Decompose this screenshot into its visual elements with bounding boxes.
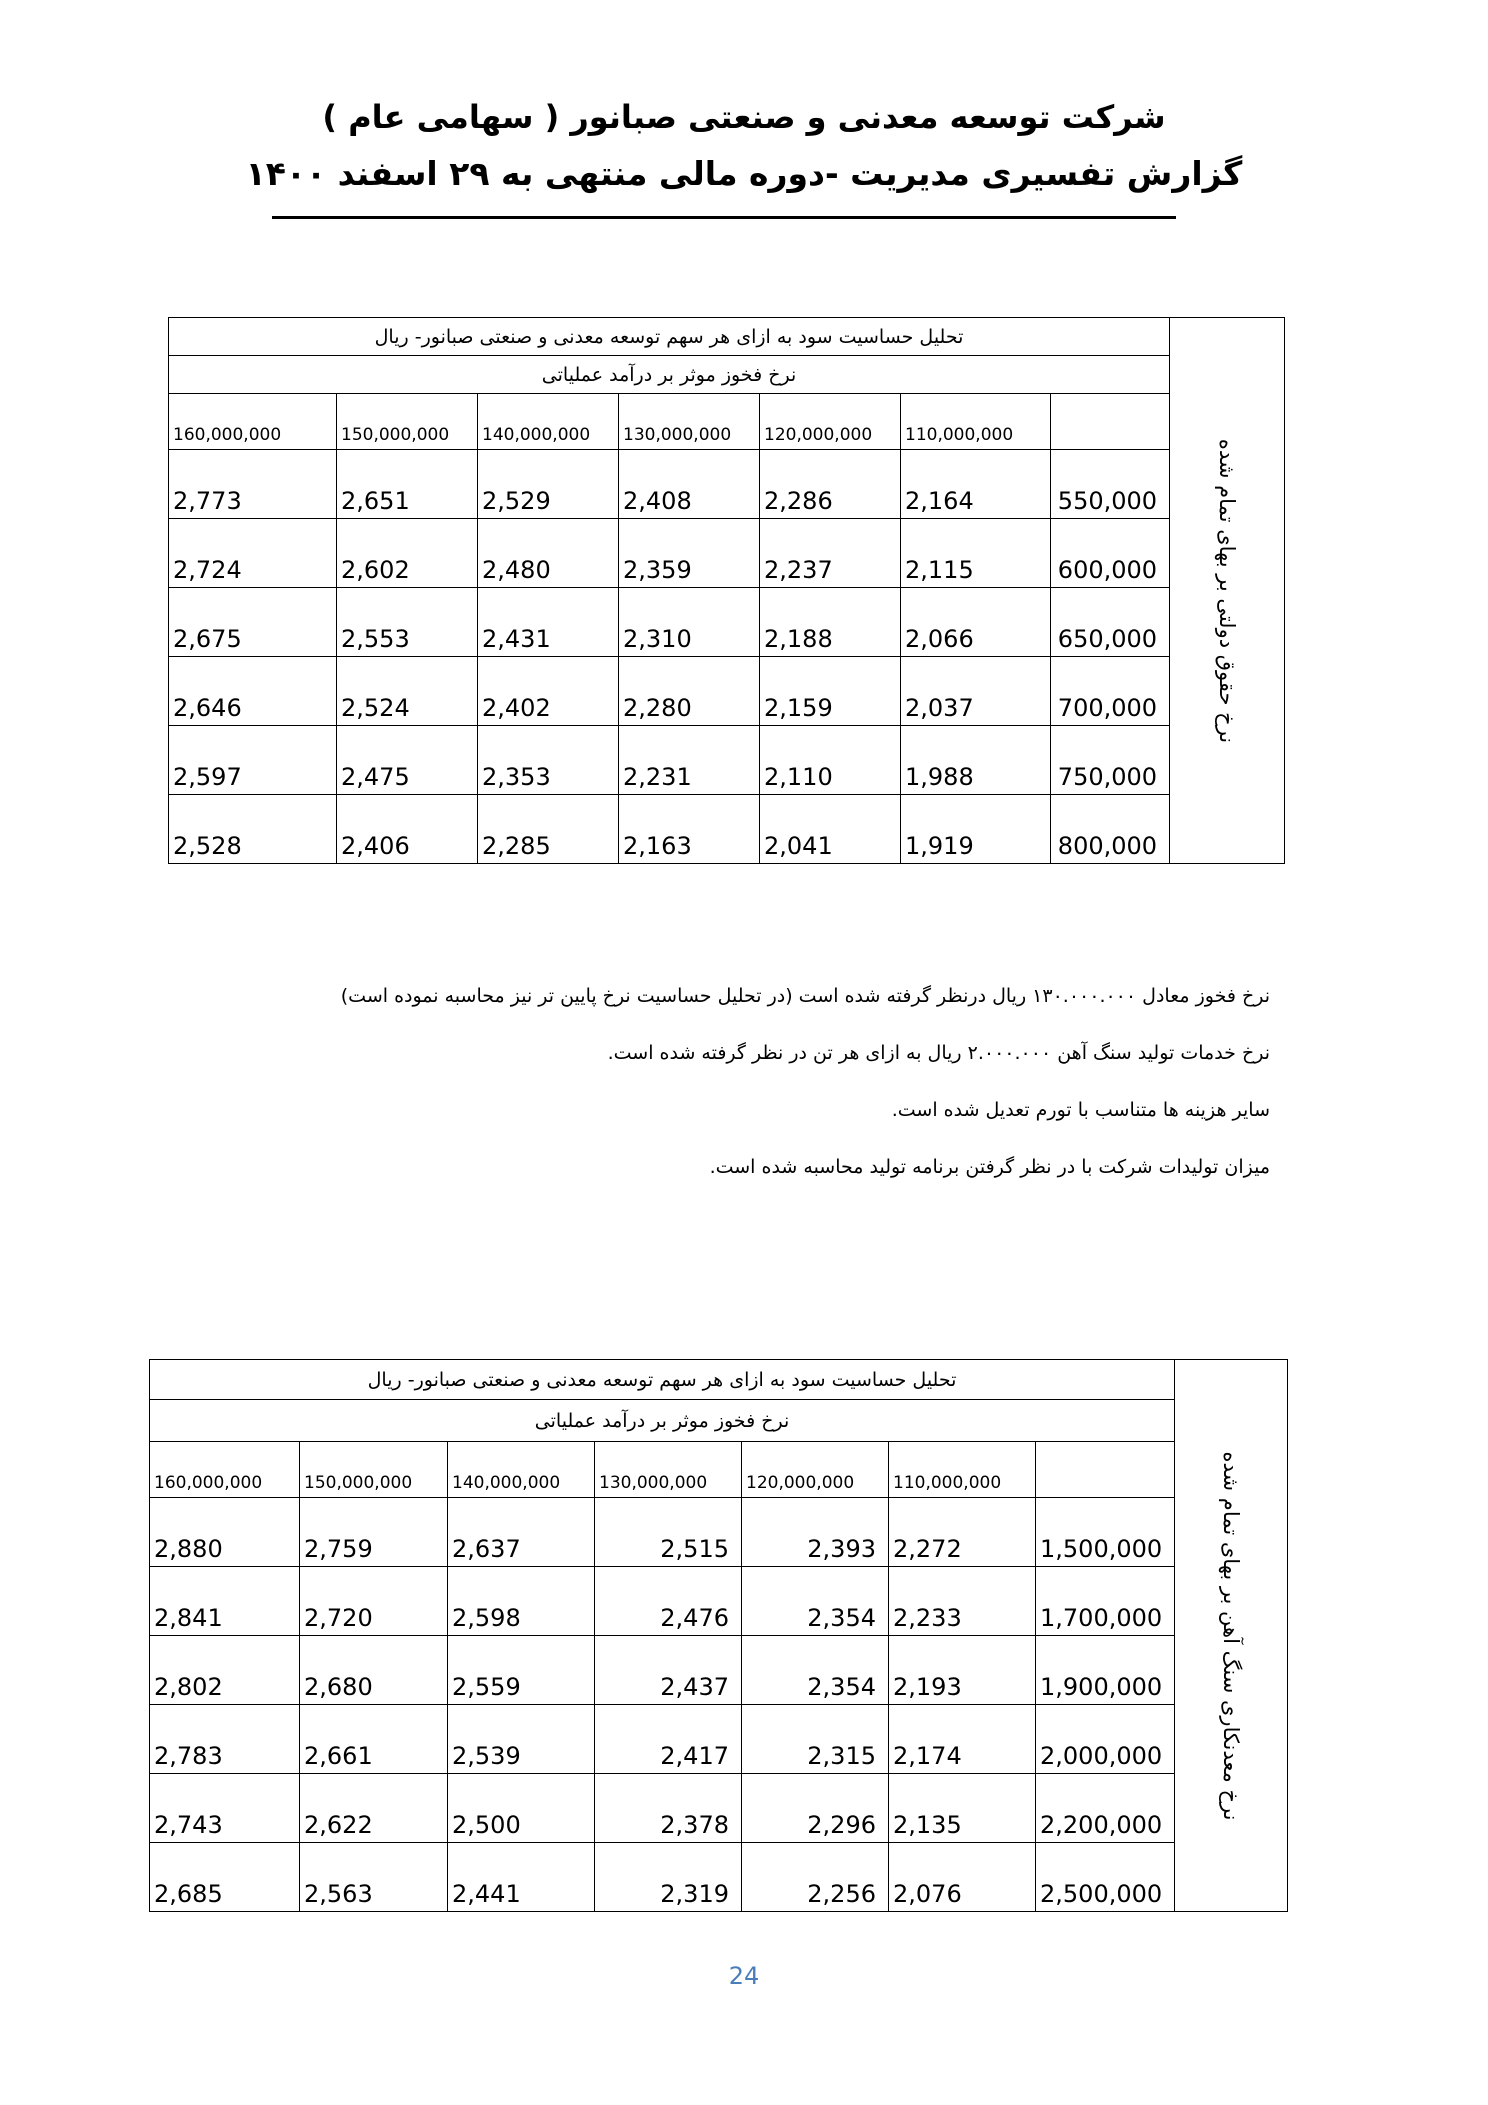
value-cell: 2,602 [337,519,478,588]
value-cell: 2,539 [448,1705,595,1774]
value-cell: 2,651 [337,450,478,519]
value-cell: 2,675 [169,588,337,657]
value-cell: 2,233 [889,1567,1036,1636]
row-header: 2,000,000 [1036,1705,1175,1774]
column-header: 130,000,000 [619,394,760,450]
row-header: 600,000 [1051,519,1170,588]
value-cell: 2,529 [478,450,619,519]
column-header: 120,000,000 [760,394,901,450]
value-cell: 2,524 [337,657,478,726]
row-header: 800,000 [1051,795,1170,864]
value-cell: 2,159 [760,657,901,726]
table-row [169,795,1285,864]
header-rule [272,216,1176,219]
row-header: 700,000 [1051,657,1170,726]
report-title: گزارش تفسیری مدیریت -دوره مالی منتهی به ۲۹ اسفند ۱۴۰۰ [245,154,1243,193]
value-cell: 2,135 [889,1774,1036,1843]
sensitivity-table-iron-ore-mining [149,1359,1288,1912]
table-title: تحلیل حساسیت سود به ازای هر سهم توسعه معدنی و صنعتی صبانور- ریال [169,318,1170,356]
value-cell: 2,174 [889,1705,1036,1774]
table-subtitle: نرخ فخوز موثر بر درآمد عملیاتی [150,1400,1175,1442]
value-cell: 2,310 [619,588,760,657]
value-cell: 2,880 [150,1498,300,1567]
column-header: 110,000,000 [889,1442,1036,1498]
column-header: 120,000,000 [742,1442,889,1498]
table-row [169,588,1285,657]
value-cell: 2,393 [742,1498,889,1567]
value-cell: 2,431 [478,588,619,657]
value-cell: 2,163 [619,795,760,864]
value-cell: 2,378 [595,1774,742,1843]
value-cell: 2,559 [448,1636,595,1705]
column-header: 140,000,000 [448,1442,595,1498]
value-cell: 2,296 [742,1774,889,1843]
table-row [169,450,1285,519]
column-header: 160,000,000 [150,1442,300,1498]
row-axis-label-text: نرخ معدنکاری سنگ آهن بر بهای تمام شده [1219,1451,1244,1820]
table-row [169,726,1285,795]
value-cell: 2,553 [337,588,478,657]
column-header: 130,000,000 [595,1442,742,1498]
column-header: 150,000,000 [300,1442,448,1498]
value-cell: 1,988 [901,726,1051,795]
value-cell: 2,720 [300,1567,448,1636]
value-cell: 2,802 [150,1636,300,1705]
value-cell: 2,441 [448,1843,595,1912]
row-header: 1,500,000 [1036,1498,1175,1567]
value-cell: 2,515 [595,1498,742,1567]
value-cell: 2,188 [760,588,901,657]
row-header: 750,000 [1051,726,1170,795]
value-cell: 2,480 [478,519,619,588]
column-header: 140,000,000 [478,394,619,450]
value-cell: 2,661 [300,1705,448,1774]
corner-cell [1051,394,1170,450]
value-cell: 2,353 [478,726,619,795]
value-cell: 2,528 [169,795,337,864]
column-header: 150,000,000 [337,394,478,450]
value-cell: 2,319 [595,1843,742,1912]
note-paragraph: نرخ فخوز معادل ۱۳۰.۰۰۰.۰۰۰ ریال درنظر گرفته شده است (در تحلیل حساسیت نرخ پایین تر نیز محاسبه نموده است) [340,985,1270,1007]
value-cell: 2,476 [595,1567,742,1636]
value-cell: 2,680 [300,1636,448,1705]
value-cell: 2,237 [760,519,901,588]
value-cell: 2,563 [300,1843,448,1912]
row-header: 1,700,000 [1036,1567,1175,1636]
value-cell: 2,164 [901,450,1051,519]
table-title: تحلیل حساسیت سود به ازای هر سهم توسعه معدنی و صنعتی صبانور- ریال [150,1360,1175,1400]
value-cell: 2,646 [169,657,337,726]
value-cell: 2,773 [169,450,337,519]
value-cell: 2,841 [150,1567,300,1636]
value-cell: 2,597 [169,726,337,795]
value-cell: 2,359 [619,519,760,588]
value-cell: 2,037 [901,657,1051,726]
note-paragraph: میزان تولیدات شرکت با در نظر گرفتن برنامه تولید محاسبه شده است. [709,1156,1270,1178]
value-cell: 2,406 [337,795,478,864]
assumption-notes [218,982,1270,1210]
sensitivity-table-government-rights [168,317,1285,864]
value-cell: 2,280 [619,657,760,726]
row-axis-label [1170,318,1285,864]
value-cell: 2,066 [901,588,1051,657]
table-row [150,1498,1288,1567]
corner-cell [1036,1442,1175,1498]
company-title: شرکت توسعه معدنی و صنعتی صبانور ( سهامی عام ) [322,98,1166,136]
value-cell: 2,193 [889,1636,1036,1705]
table-row [169,657,1285,726]
table-row [150,1567,1288,1636]
column-header: 110,000,000 [901,394,1051,450]
row-axis-label [1175,1360,1288,1912]
value-cell: 2,408 [619,450,760,519]
page-header [0,0,1488,230]
table-subtitle: نرخ فخوز موثر بر درآمد عملیاتی [169,356,1170,394]
table-row [150,1705,1288,1774]
row-header: 2,500,000 [1036,1843,1175,1912]
table-row [150,1774,1288,1843]
column-header: 160,000,000 [169,394,337,450]
row-header: 550,000 [1051,450,1170,519]
value-cell: 2,115 [901,519,1051,588]
value-cell: 2,417 [595,1705,742,1774]
value-cell: 2,041 [760,795,901,864]
value-cell: 1,919 [901,795,1051,864]
value-cell: 2,743 [150,1774,300,1843]
value-cell: 2,110 [760,726,901,795]
value-cell: 2,286 [760,450,901,519]
table-row [169,519,1285,588]
value-cell: 2,622 [300,1774,448,1843]
row-axis-label-text: نرخ حقوق دولتی بر بهای تمام شده [1215,438,1240,743]
value-cell: 2,315 [742,1705,889,1774]
value-cell: 2,783 [150,1705,300,1774]
value-cell: 2,685 [150,1843,300,1912]
page-number: 24 [728,1962,760,1990]
row-header: 2,200,000 [1036,1774,1175,1843]
value-cell: 2,598 [448,1567,595,1636]
value-cell: 2,256 [742,1843,889,1912]
table-row [150,1636,1288,1705]
value-cell: 2,437 [595,1636,742,1705]
value-cell: 2,724 [169,519,337,588]
value-cell: 2,354 [742,1636,889,1705]
value-cell: 2,402 [478,657,619,726]
value-cell: 2,759 [300,1498,448,1567]
value-cell: 2,637 [448,1498,595,1567]
note-paragraph: سایر هزینه ها متناسب با تورم تعدیل شده است. [891,1099,1270,1121]
value-cell: 2,475 [337,726,478,795]
value-cell: 2,231 [619,726,760,795]
note-paragraph: نرخ خدمات تولید سنگ آهن ۲.۰۰۰.۰۰۰ ریال به ازای هر تن در نظر گرفته شده است. [607,1042,1270,1064]
value-cell: 2,500 [448,1774,595,1843]
row-header: 1,900,000 [1036,1636,1175,1705]
value-cell: 2,285 [478,795,619,864]
table-row [150,1843,1288,1912]
value-cell: 2,354 [742,1567,889,1636]
row-header: 650,000 [1051,588,1170,657]
value-cell: 2,272 [889,1498,1036,1567]
value-cell: 2,076 [889,1843,1036,1912]
